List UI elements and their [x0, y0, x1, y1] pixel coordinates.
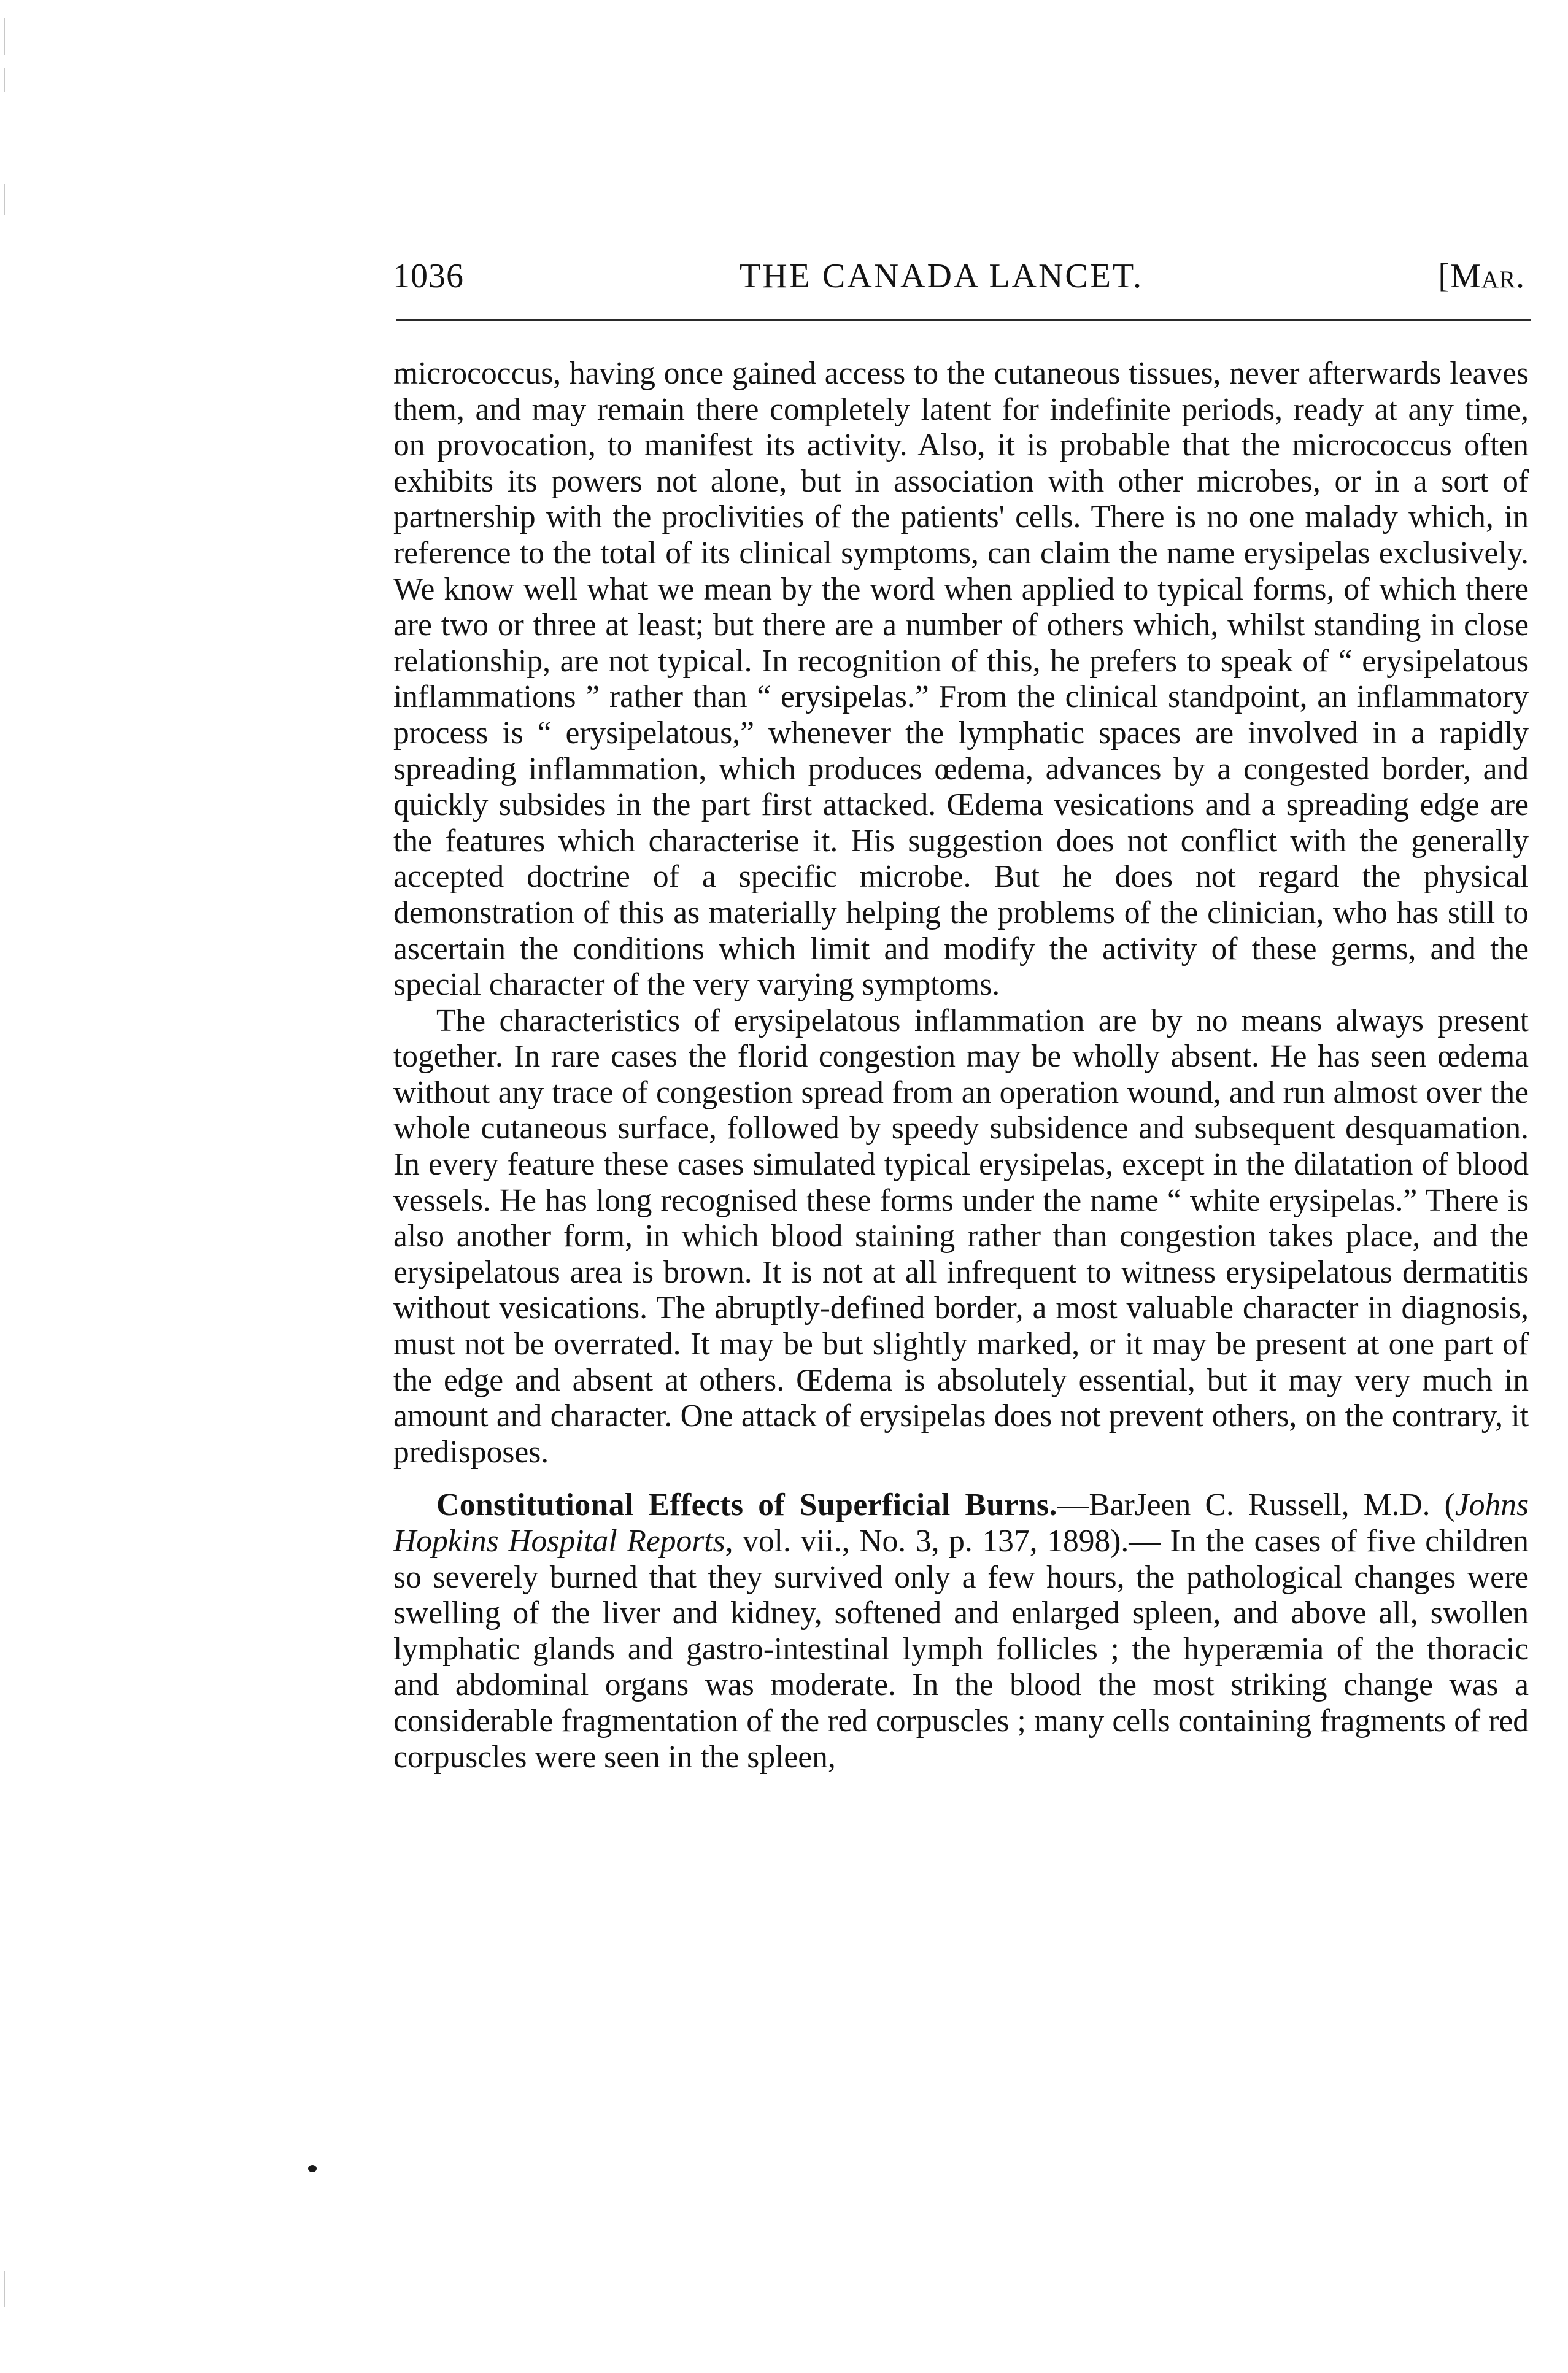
abstract-text: In the cases of five children so severely burned that they survived only a few hours, the pathological changes were swelling of the liver and kidney, softened and enlarged spleen, and above all, swollen lymphatic glands and gastro-intestinal lymph follicles ; the hyperæmia of the thoracic and abdominal organs was moderate. In the blood the most striking change was a considerable fragmentation of the red corpuscles ; many cells containing fragments of red corpuscles were seen in the spleen, [393, 1524, 1529, 1775]
page-number: 1036 [393, 257, 464, 295]
article-body [393, 356, 1529, 1775]
scan-speck [308, 2165, 317, 2172]
section-heading: Constitutional Effects of Superficial Burns. [436, 1487, 1057, 1523]
citation-details: vol. vii., No. 3, p. 137, 1898).— [733, 1524, 1161, 1559]
running-header [393, 257, 1525, 306]
scan-margin-mark [4, 184, 5, 215]
scan-margin-mark [4, 18, 5, 55]
citation-author: —BarJeen C. Russell, M.D. ( [1057, 1487, 1455, 1523]
paragraph-continued: micrococcus, having once gained access to the cutaneous tissues, never afterwards leaves them, and may remain there completely latent for indefinite periods, ready at any time, on provocation, to manifest its activity. Also, it is probable that the micrococcus often exhibits its powers not alone, but in association with other microbes, or in a sort of partnership with the proclivities of the patients' cells. There is no one malady which, in reference to the total of its clinical symptoms, can claim the name erysipelas exclusively. We know well what we mean by the word when applied to typical forms, of which there are two or three at least; but there are a number of others which, whilst standing in close relationship, are not typical. In recognition of this, he prefers to speak of “ erysipelatous inflammations ” rather than “ erysipelas.” From the clinical standpoint, an inflammatory process is “ erysipelatous,” whenever the lymphatic spaces are involved in a rapidly spreading inflammation, which produces œdema, advances by a congested border, and quickly subsides in the part first attacked. Œdema vesications and a spreading edge are the features which characterise it. His suggestion does not conflict with the generally accepted doctrine of a specific microbe. But he does not regard the physical demonstration of this as materially helping the problems of the clinician, who has still to ascertain the conditions which limit and modify the activity of these germs, and the special character of the very varying symptoms. [393, 356, 1529, 1003]
scan-margin-mark [4, 68, 5, 92]
running-date: [Mar. [1438, 257, 1525, 295]
running-title: THE CANADA LANCET. [740, 257, 1144, 295]
abstract-entry [393, 1487, 1529, 1775]
scan-margin-mark [4, 2271, 5, 2307]
paragraph: The characteristics of erysipelatous inflammation are by no means always present together. In rare cases the florid congestion may be wholly absent. He has seen œdema without any trace of congestion spread from an operation wound, and run almost over the whole cutaneous surface, followed by speedy subsidence and subsequent desquamation. In every feature these cases simulated typical erysipelas, except in the dilatation of blood vessels. He has long recognised these forms under the name “ white erysipelas.” There is also another form, in which blood staining rather than congestion takes place, and the erysipelatous area is brown. It is not at all infrequent to witness erysipelatous dermatitis without vesications. The abruptly-defined border, a most valuable character in diagnosis, must not be overrated. It may be but slightly marked, or it may be present at one part of the edge and absent at others. Œdema is absolutely essential, but it may very much in amount and character. One attack of erysipelas does not prevent others, on the contrary, it predisposes. [393, 1003, 1529, 1470]
header-rule [396, 319, 1531, 321]
citation-journal: Johns Hopkins Hospital Reports, [393, 1487, 1529, 1559]
